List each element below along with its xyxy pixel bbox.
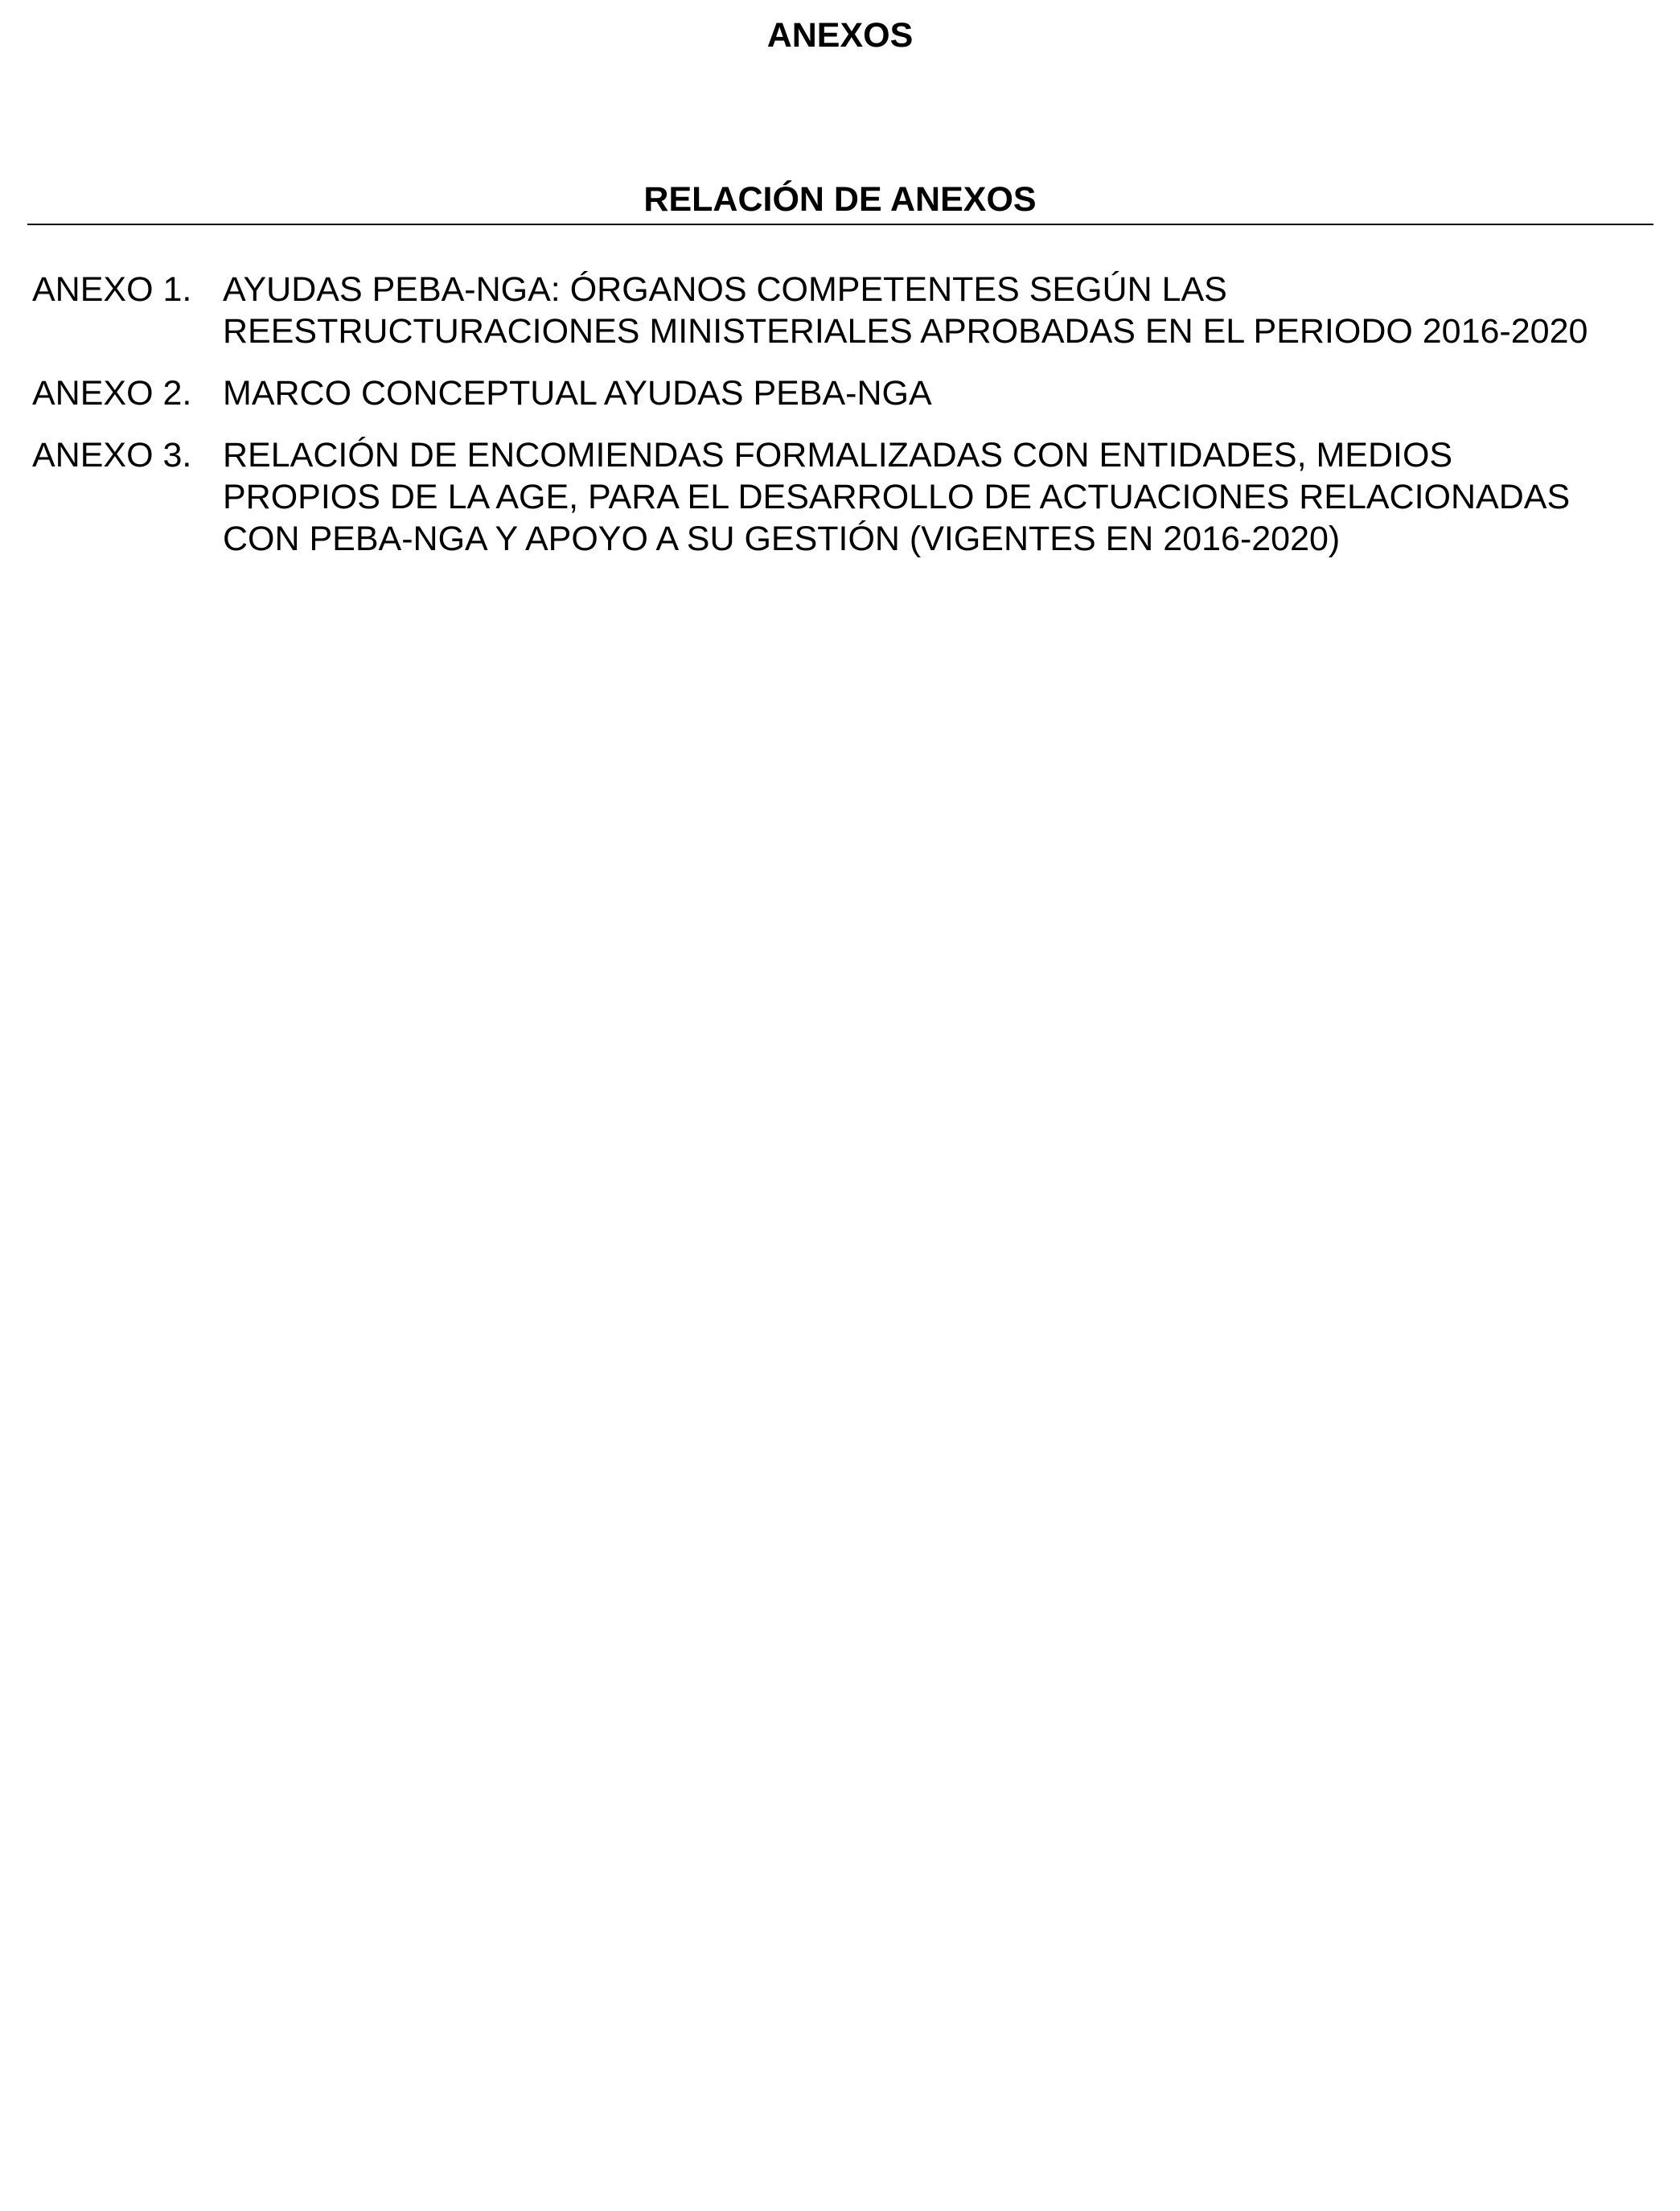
annex-title: AYUDAS PEBA-NGA: ÓRGANOS COMPETENTES SEGÚN LAS REESTRUCTURACIONES MINISTERIALES APROBADAS EN EL PERIODO 2016-2020 bbox=[223, 270, 1588, 351]
annex-label: ANEXO 3. bbox=[32, 436, 192, 475]
annex-label: ANEXO 1. bbox=[32, 270, 192, 309]
section-divider bbox=[27, 224, 1653, 225]
annex-title: RELACIÓN DE ENCOMIENDAS FORMALIZADAS CON ENTIDADES, MEDIOS PROPIOS DE LA AGE, PARA EL DESARROLLO DE ACTUACIONES RELACIONADAS CON PEBA-NGA Y APOYO A SU GESTIÓN (VIGENTES EN 2016-2020) bbox=[223, 436, 1571, 558]
section-title: RELACIÓN DE ANEXOS bbox=[643, 180, 1037, 219]
annex-item-2 bbox=[32, 372, 1608, 414]
annex-item-1 bbox=[32, 269, 1608, 352]
annex-label: ANEXO 2. bbox=[32, 374, 192, 413]
annex-title: MARCO CONCEPTUAL AYUDAS PEBA-NGA bbox=[223, 374, 932, 413]
page-title: ANEXOS bbox=[766, 16, 914, 55]
annex-item-3 bbox=[32, 434, 1608, 560]
annex-list bbox=[32, 269, 1608, 580]
